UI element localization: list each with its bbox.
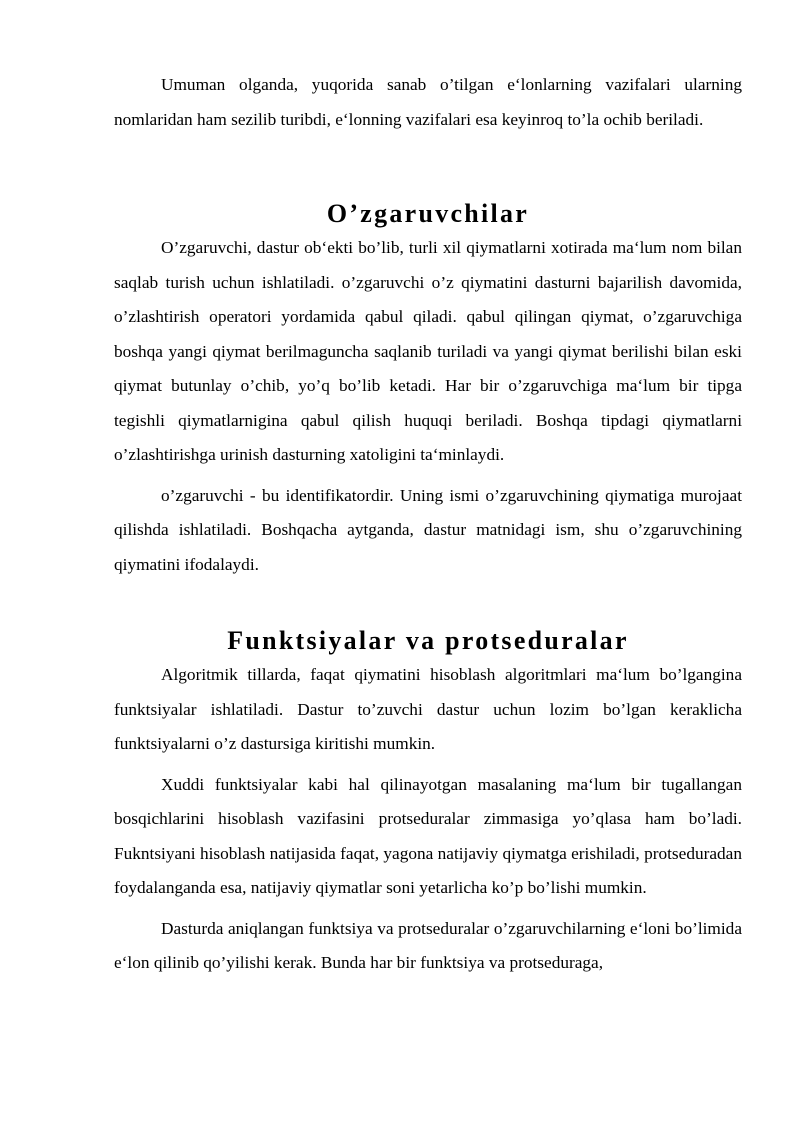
paragraph-variables-definition: O’zgaruvchi, dastur ob‘ekti bo’lib, turli xil qiymatlarni xotirada ma‘lum nom bilan saqlab turish uchun ishlatiladi. o’zgaruvchi o’z qiymatini dasturni bajarilish davomida, o’zlashtirish operatori yordamida qabul qiladi. qabul qilingan qiymat, o’zgaruvchiga boshqa yangi qiymat berilmaguncha saqlanib turiladi va yangi qiymat berilishi bilan eski qiymat butunlay o’chib, yo’q bo’lib ketadi. Har bir o’zgaruvchiga ma‘lum bir tipga tegishli qiymatlarnigina qabul qilish huquqi beriladi. Boshqa tipdagi qiymatlarni o’zlashtirishga urinish dasturning xatoligini ta‘minlaydi. bbox=[114, 238, 742, 464]
paragraph-procedures: Xuddi funktsiyalar kabi hal qilinayotgan masalaning ma‘lum bir tugallangan bosqichlarini hisoblash vazifasini protseduralar zimmasiga yo’qlasa ham bo’ladi. Fukntsiyani hisoblash natijasida faqat, yagona natijaviy qiymatga erishiladi, protseduradan foydalanganda esa, natijaviy qiymatlar soni yetarlicha ko’p bo’lishi mumkin. bbox=[114, 774, 742, 897]
paragraph-functions: Algoritmik tillarda, faqat qiymatini hisoblash algoritmlari ma‘lum bo’lgangina funktsiyalar ishlatiladi. Dastur to’zuvchi dastur uchun lozim bo’lgan keraklicha funktsiyalarni o’z dastursiga kiritishi mumkin. bbox=[114, 665, 742, 753]
paragraph-intro: Umuman olganda, yuqorida sanab o’tilgan e‘lonlarning vazifalari ularning nomlaridan ham sezilib turibdi, e‘lonning vazifalari esa keyinroq to’la ochib beriladi. bbox=[114, 75, 742, 129]
heading-variables: O’zgaruvchilar bbox=[326, 199, 530, 228]
heading-functions-procedures: Funktsiyalar va protseduralar bbox=[227, 626, 629, 655]
paragraph-variables-identifier: o’zgaruvchi - bu identifikatordir. Uning ismi o’zgaruvchining qiymatiga murojaat qilishda ishlatiladi. Boshqacha aytganda, dastur matnidagi ism, shu o’zgaruvchining qiymatini ifodalaydi. bbox=[114, 485, 742, 574]
document-page bbox=[114, 68, 742, 981]
paragraph-declarations: Dasturda aniqlangan funktsiya va protseduralar o’zgaruvchilarning e‘loni bo’limida e‘lon qilinib qo’yilishi kerak. Bunda har bir funktsiya va protseduraga, bbox=[114, 918, 742, 972]
